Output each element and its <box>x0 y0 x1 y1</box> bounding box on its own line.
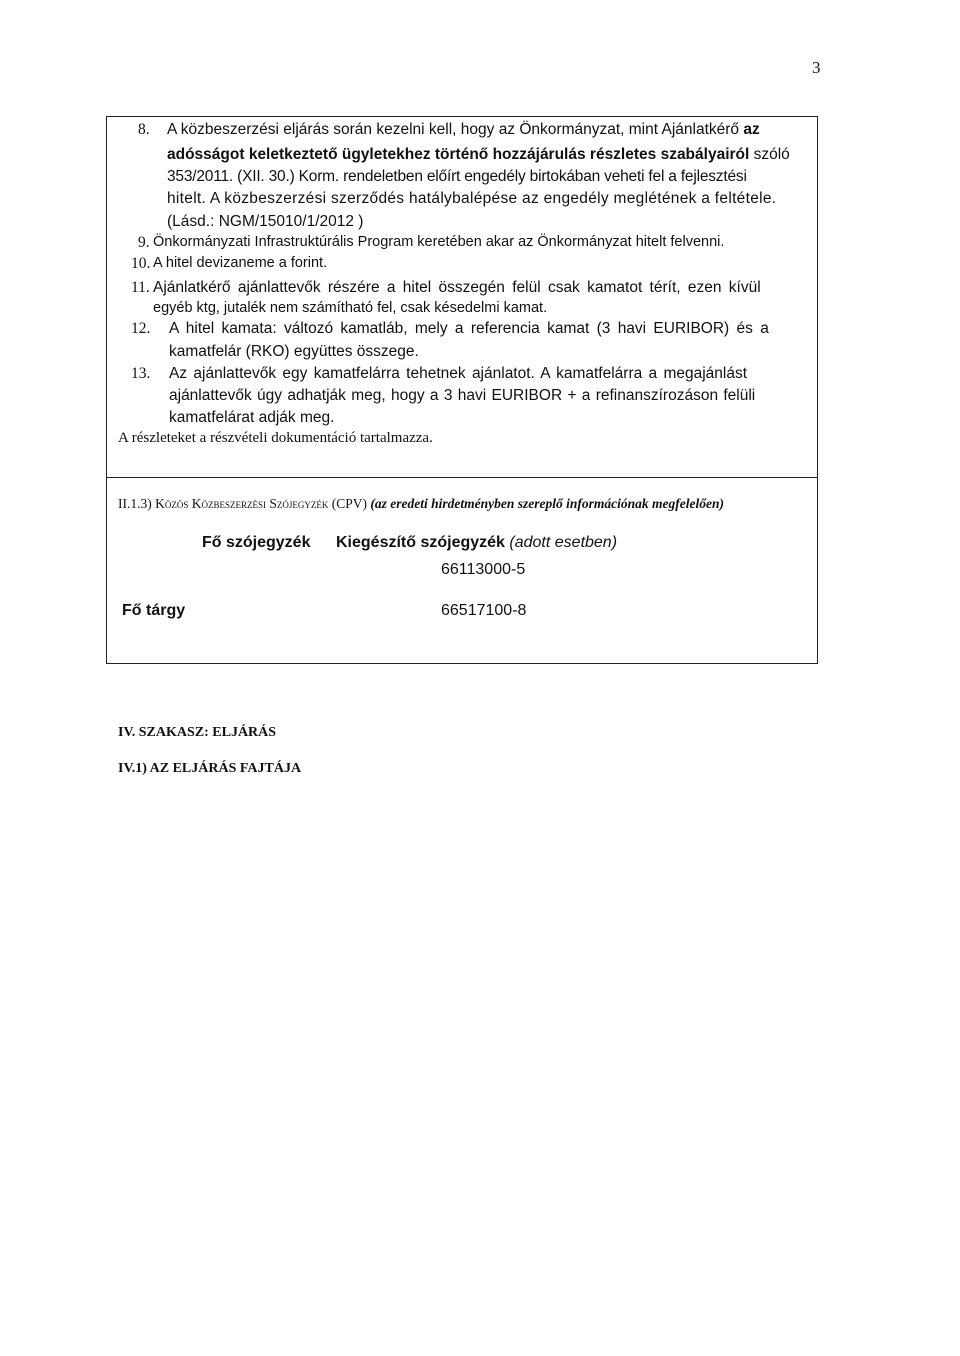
page-number: 3 <box>812 58 821 77</box>
item-12-number: 12. <box>131 320 151 337</box>
item-8-line-1: A közbeszerzési eljárás során kezelni kell, hogy az Önkormányzat, mint Ajánlatkérő az <box>167 121 760 138</box>
supplementary-vocabulary-heading: Kiegészítő szójegyzék (adott esetben) <box>336 534 618 551</box>
supplementary-code: 66113000-5 <box>441 561 526 578</box>
item-13-number: 13. <box>131 365 151 382</box>
item-8-line-3: 353/2011. (XII. 30.) Korm. rendeletben előírt engedély birtokában veheti fel a fejlesztési <box>167 168 747 185</box>
item-10-line-1: A hitel devizaneme a forint. <box>153 255 328 271</box>
cpv-section-header: II.1.3) Közös Közbeszerzési Szójegyzék (CPV) (az eredeti hirdetményben szereplő információnak megfelelően) <box>118 496 724 511</box>
item-13-line-3: kamatfelárat adják meg. <box>169 409 335 426</box>
item-13-line-2: ajánlattevők úgy adhatják meg, hogy a 3 havi EURIBOR + a refinanszírozáson felüli <box>169 387 756 404</box>
item-9-number: 9. <box>138 234 150 251</box>
item-12-line-2: kamatfelár (RKO) együttes összege. <box>169 343 419 360</box>
main-vocabulary-heading: Fő szójegyzék <box>202 534 311 551</box>
item-11-number: 11. <box>131 279 150 296</box>
item-8-line-2: adósságot keletkeztető ügyletekhez történő hozzájárulás részletes szabályairól szóló <box>167 146 790 163</box>
item-8-line-5: (Lásd.: NGM/15010/1/2012 ) <box>167 213 364 230</box>
item-11-line-2: egyéb ktg, jutalék nem számítható fel, csak késedelmi kamat. <box>153 300 548 316</box>
item-9-line-1: Önkormányzati Infrastruktúrális Program keretében akar az Önkormányzat hitelt felvenni. <box>153 234 725 250</box>
details-note: A részleteket a részvételi dokumentáció tartalmazza. <box>118 430 433 446</box>
item-10-number: 10. <box>131 255 151 272</box>
section-iv1-title: IV.1) AZ ELJÁRÁS FAJTÁJA <box>118 761 302 776</box>
section-iv-title: IV. SZAKASZ: ELJÁRÁS <box>118 725 277 740</box>
item-11-line-1: Ajánlatkérő ajánlattevők részére a hitel összegén felül csak kamatot térít, ezen kívül <box>153 279 761 296</box>
item-12-line-1: A hitel kamata: változó kamatláb, mely a referencia kamat (3 havi EURIBOR) és a <box>169 320 769 337</box>
item-8-line-4: hitelt. A közbeszerzési szerződés hatálybalépése az engedély meglétének a feltétele. <box>167 190 777 207</box>
main-object-label: Fő tárgy <box>122 602 186 619</box>
main-cpv-code: 66517100-8 <box>441 602 527 619</box>
item-8-number: 8. <box>138 121 150 138</box>
item-13-line-1: Az ajánlattevők egy kamatfelárra tehetnek ajánlatot. A kamatfelárra a megajánlást <box>169 365 748 382</box>
